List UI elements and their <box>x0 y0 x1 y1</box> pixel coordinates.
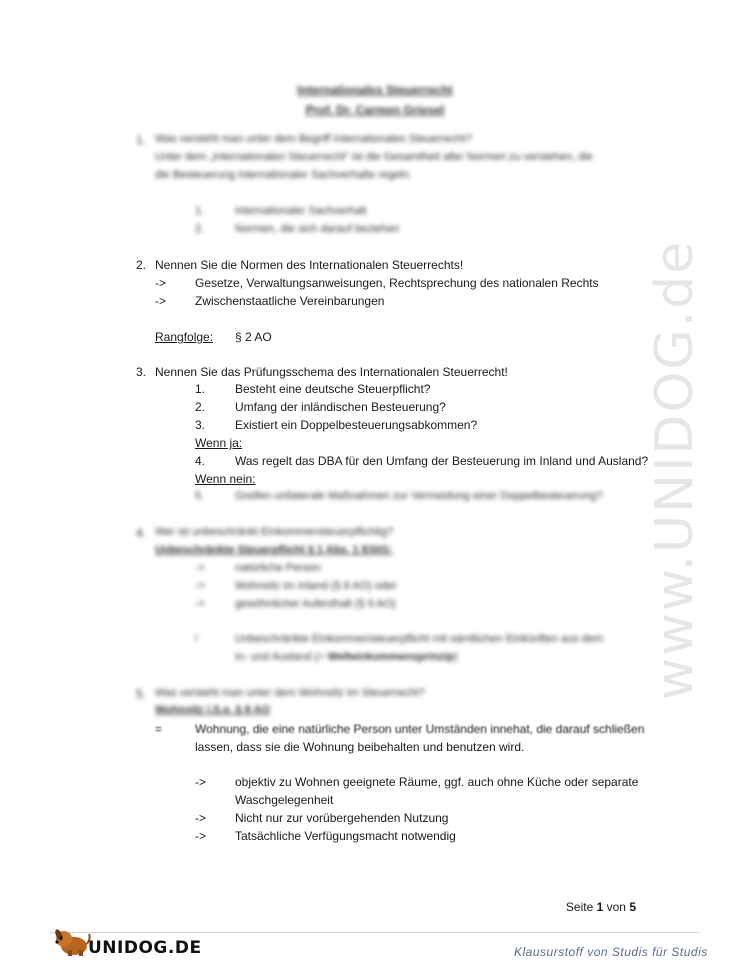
q3-item-number: 1. <box>195 382 206 396</box>
q5-definition-line2: lassen, dass sie die Wohnung beibehalten und benutzen wird. <box>195 740 525 754</box>
q3-item-number: 4. <box>195 454 206 468</box>
rank-label: Rangfolge: <box>155 330 214 344</box>
q3-item-text: Existiert ein Doppelbesteuerungsabkommen? <box>235 418 478 432</box>
footer-divider <box>50 932 700 933</box>
footer-tagline: Klausurstoff von Studis für Studis <box>514 945 708 959</box>
q3-item-number: 3. <box>195 418 206 432</box>
q2-item-text: Gesetze, Verwaltungsanweisungen, Rechtsprechung des nationalen Rechts <box>195 276 599 290</box>
watermark-text: www.UNIDOG.de <box>645 239 705 701</box>
page-number-current: 1 <box>596 900 604 914</box>
q4-question: Wer ist unbeschränkt Einkommensteuerpflichtig? <box>155 526 394 538</box>
q4-result-marker: ! <box>195 633 199 645</box>
watermark <box>600 239 750 701</box>
dog-logo-icon <box>52 926 92 958</box>
logo-text: UNIDOG.DE <box>88 938 202 958</box>
q3-item-text: Umfang der inländischen Besteuerung? <box>235 400 446 414</box>
page-number-prefix: Seite <box>565 900 597 914</box>
q1-number: 1. <box>136 133 147 147</box>
q5-arrow: -> <box>195 775 207 789</box>
q4-arrow: -> <box>195 580 206 592</box>
q4-heading: Unbeschränkte Steuerpflicht § 1 Abs. 1 EStG: <box>155 544 393 556</box>
page-number <box>560 900 636 914</box>
q4-arrow: -> <box>195 562 206 574</box>
q3-item-number: 5. <box>195 490 205 502</box>
q4-result-line2 <box>235 651 458 663</box>
q1-item-number: 2. <box>195 223 205 235</box>
q5-eq-marker: = <box>155 722 163 736</box>
q1-item-number: 1. <box>195 205 205 217</box>
q5-item-text: Tatsächliche Verfügungsmacht notwendig <box>235 829 456 843</box>
q5-item-text: objektiv zu Wohnen geeignete Räume, ggf. auch ohne Küche oder separate <box>235 775 639 789</box>
q2-item-text: Zwischenstaatliche Vereinbarungen <box>195 294 385 308</box>
rank-value: § 2 AO <box>235 330 272 344</box>
q2-arrow: -> <box>155 276 167 290</box>
document-title: Internationales Steuerrecht <box>297 83 453 97</box>
q3-item-text: Besteht eine deutsche Steuerpflicht? <box>235 382 431 396</box>
q4-arrow: -> <box>195 598 206 610</box>
q4-item-text: gewöhnlicher Aufenthalt (§ 9 AO) <box>235 598 396 610</box>
q4-result-line2-bold: Welteinkommensprinzip <box>327 651 454 663</box>
q5-item-text: Waschgelegenheit <box>235 793 334 807</box>
q4-result-line1: Unbeschränkte Einkommensteuerpflicht mit sämtlichen Einkünften aus dem <box>235 633 604 645</box>
q5-question: Was versteht man unter dem Wohnsitz im Steuerrecht? <box>155 687 425 699</box>
q3-question: Nennen Sie das Prüfungsschema des Internationalen Steuerrecht! <box>155 365 508 379</box>
q5-arrow: -> <box>195 811 207 825</box>
q3-number: 3. <box>136 365 147 379</box>
q1-item-text: Internationaler Sachverhalt <box>235 205 367 217</box>
q4-item-text: Wohnsitz im Inland (§ 8 AO) oder <box>235 580 397 592</box>
q2-arrow: -> <box>155 294 167 308</box>
q2-question: Nennen Sie die Normen des Internationalen Steuerrechts! <box>155 258 464 272</box>
q3-if-yes-label: Wenn ja: <box>195 436 243 450</box>
q5-item-text: Nicht nur zur vorübergehenden Nutzung <box>235 811 449 825</box>
q5-definition-line1: Wohnung, die eine natürliche Person unter Umständen innehat, die darauf schließen <box>195 722 645 736</box>
q1-item-text: Normen, die sich darauf beziehen <box>235 223 400 235</box>
q3-item-number: 2. <box>195 400 206 414</box>
q4-item-text: natürliche Person <box>235 562 321 574</box>
q5-heading: Wohnsitz i.S.e. § 8 AO <box>155 704 270 716</box>
page-number-total: 5 <box>629 900 636 914</box>
q4-result-line2-post: ) <box>453 651 458 663</box>
q4-number: 4. <box>136 526 147 540</box>
q5-number: 5. <box>136 687 147 701</box>
q1-question: Was versteht man unter dem Begriff Internationales Steuerrecht? <box>155 133 472 145</box>
q3-if-no-label: Wenn nein: <box>195 472 256 486</box>
q2-number: 2. <box>136 258 147 272</box>
q3-item-text: Greifen unilaterale Maßnahmen zur Vermeidung einer Doppelbesteuerung? <box>235 490 603 502</box>
page-number-separator: von <box>603 900 630 914</box>
q1-answer-line1: Unter dem „internationalen Steuerrecht“ ist die Gesamtheit aller Normen zu verstehen, die <box>155 151 593 163</box>
q5-arrow: -> <box>195 829 207 843</box>
q1-answer-line2: die Besteuerung internationaler Sachverhalte regeln. <box>155 169 412 181</box>
document-subtitle: Prof. Dr. Carmen Griesel <box>305 103 445 117</box>
q3-item-text: Was regelt das DBA für den Umfang der Besteuerung im Inland und Ausland? <box>235 454 649 468</box>
q4-result-line2-pre: In- und Ausland (= <box>235 651 328 663</box>
